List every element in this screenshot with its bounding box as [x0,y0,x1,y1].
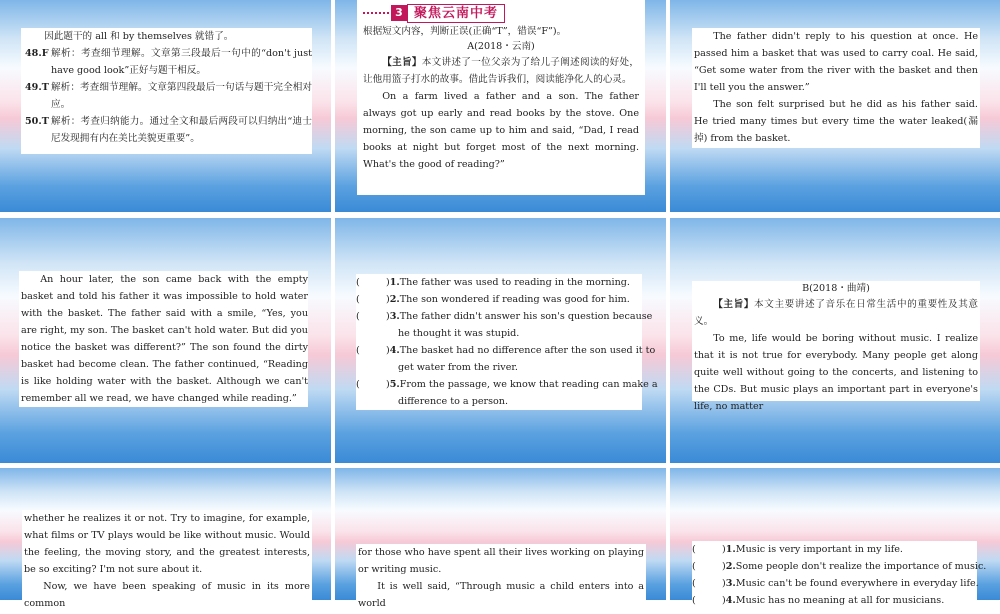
passage-label: A(2018・云南) [467,41,535,52]
answer-blank[interactable] [368,308,386,325]
passage-paragraph: To me, life would be boring without music. I realize that it is not true for everybody. Many people get along quite well without going to the concerts, and listening to the CDs. But music plays an important part in everyone's life, no matter [694,333,978,412]
reading-card [357,0,645,195]
slide-2 [335,0,666,212]
section-banner [363,2,639,24]
passage-paragraph: It is well said, “Through music a child enters into a world [358,581,644,609]
question-item: ( ) 4. The basket had no difference after the son used it to [356,342,642,359]
passage-paragraph: On a farm lived a father and a son. The father always got up early and read books by the stove. One morning, the son came up to him and said, “Dad, I read books at night but forget most of the next morning. What's the good of reading?” [363,91,639,170]
slide-9 [670,468,1000,606]
question-number: 2. [389,294,400,305]
passage-paragraph: The father didn't reply to his question at once. He passed him a basket that was used to carry coal. He said, “Get some water from the river with the basket and then I'll tell you the answer.” [694,31,978,93]
answer-text: 解析：考查归纳能力。通过全文和最后两段可以归纳出“迪士尼发现拥有内在美比美貌更重要”。 [51,116,312,144]
question-text: Music has no meaning at all for musicians. [735,595,945,606]
answer-item [25,79,312,113]
answer-blank[interactable] [368,376,386,393]
reading-card [692,28,980,148]
question-continuation: he thought it was stupid. [398,328,520,339]
passage-label: B(2018・曲靖) [802,283,870,294]
question-text: Some people don't realize the importance of music. [735,561,987,572]
answer-text: 解析：考查细节理解。文章第四段最后一句话与题干完全相对应。 [51,82,312,110]
question-text: The son wondered if reading was good for him. [399,294,630,305]
questions-card [356,274,658,410]
passage-paragraph: whether he realizes it or not. Try to imagine, for example, what films or TV plays would be like without music. Would the feeling, the moving story, and the greatest interests, be so exciting? I'm not sure about it. [24,513,310,575]
answer-blank[interactable] [704,541,722,558]
answer-intro-line: 因此题干的 all 和 by themselves 就错了。 [44,31,234,42]
section-title: 聚焦云南中考 [407,4,505,23]
answer-text: 解析：考查细节理解。文章第三段最后一句中的“don't just have good look”正好与题干相反。 [51,48,312,76]
answer-blank[interactable] [704,575,722,592]
question-text: Music is very important in my life. [735,544,903,555]
question-number: 1. [725,544,736,555]
passage-paragraph: for those who have spent all their lives working on playing or writing music. [358,547,644,575]
theme-text: 本文主要讲述了音乐在日常生活中的重要性及其意义。 [694,299,979,327]
question-item: ( ) 3. Music can't be found everywhere in everyday life. [692,575,977,592]
question-text: The basket had no difference after the son used it to [399,345,656,356]
answer-blank[interactable] [368,274,386,291]
answer-card [21,28,312,154]
dotted-decoration [363,12,389,14]
section-number-badge: 3 [391,5,407,21]
answer-blank[interactable] [704,558,722,575]
question-continuation: get water from the river. [398,362,518,373]
reading-card [356,544,646,614]
theme-text: 本文讲述了一位父亲为了给儿子阐述阅读的好处，让他用篮子打水的故事。借此告诉我们，阅读能净化人的心灵。 [363,57,640,85]
question-text: The father was used to reading in the morning. [399,277,630,288]
answer-number: 50.T [25,116,49,127]
answer-number: 49.T [25,82,49,93]
answer-blank[interactable] [368,342,386,359]
reading-card [692,281,980,412]
passage-paragraph: The son felt surprised but he did as his father said. He tried many times but every time the water leaked(漏掉) from the basket. [694,99,978,144]
instruction-text: 根据短文内容，判断正误(正确“T”，错误“F”)。 [363,26,567,37]
question-item: ( ) 1. The father was used to reading in the morning. [356,274,642,291]
slide-4 [0,218,331,463]
question-number: 4. [389,345,400,356]
question-number: 1. [389,277,400,288]
questions-card [692,541,987,611]
question-item: ( ) 2. Some people don't realize the importance of music. [692,558,977,575]
question-number: 3. [725,578,736,589]
theme-label: 【主旨】 [382,57,422,68]
question-number: 2. [725,561,736,572]
answer-blank[interactable] [368,291,386,308]
answer-item [25,113,312,147]
slide-1 [0,0,331,212]
slide-3 [670,0,1000,212]
question-text: Music can't be found everywhere in everyday life. [735,578,979,589]
answer-item [25,45,312,79]
theme-summary [363,54,639,88]
question-number: 4. [725,595,736,606]
theme-summary [694,296,978,330]
slide-6 [670,218,1000,463]
theme-label: 【主旨】 [713,299,755,310]
question-number: 3. [389,311,400,322]
question-number: 5. [389,379,400,390]
slide-5 [335,218,666,463]
question-item: ( ) 4. Music has no meaning at all for musicians. [692,592,977,609]
reading-card [19,271,308,407]
passage-paragraph: An hour later, the son came back with the empty basket and told his father it was impossible to hold water with the basket. The father said with a smile, “Yes, you are right, my son. The basket can't hold water. But did you notice the basket was different?” The son found the dirty basket had become clean. The father continued, “Reading is like holding water with the basket. Although we can't remember all we read, we have changed while reading.” [21,274,308,404]
question-text: The father didn't answer his son's question because [399,311,653,322]
question-item: ( ) 2. The son wondered if reading was good for him. [356,291,642,308]
question-item: ( ) 5. From the passage, we know that reading can make a [356,376,642,393]
answer-number: 48.F [25,48,49,59]
question-item: ( ) 1. Music is very important in my life. [692,541,977,558]
question-item: ( ) 3. The father didn't answer his son's question because [356,308,642,325]
slide-7 [0,468,331,609]
answer-blank[interactable] [704,592,722,609]
slide-8 [335,468,666,609]
question-continuation: difference to a person. [398,396,509,407]
question-text: From the passage, we know that reading can make a [399,379,658,390]
reading-card [22,510,312,610]
passage-paragraph: Now, we have been speaking of music in its more common [24,581,310,609]
